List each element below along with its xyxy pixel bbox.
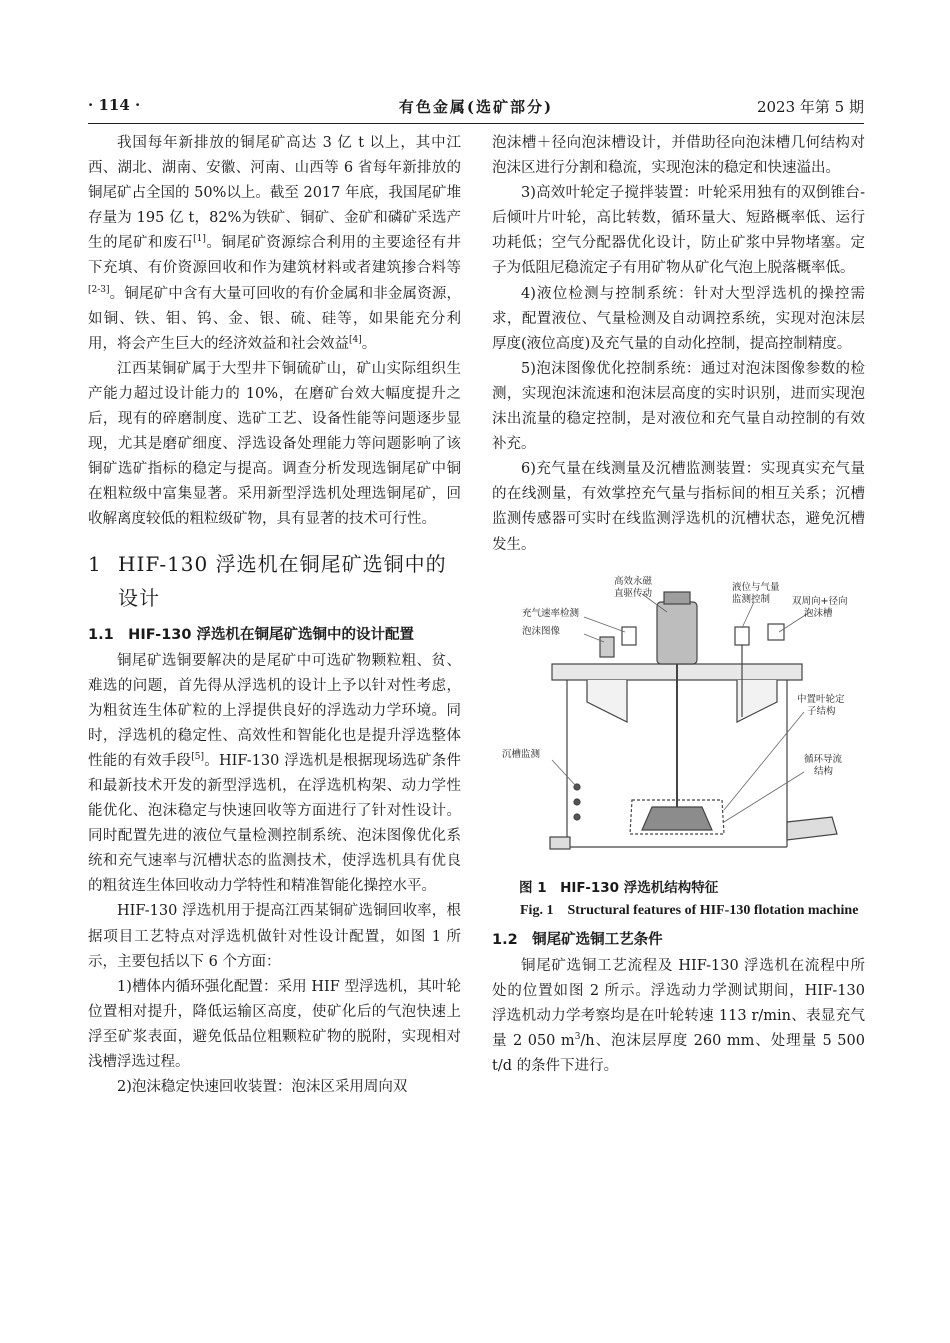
header-rule	[88, 123, 864, 124]
paragraph: 江西某铜矿属于大型井下铜硫矿山，矿山实际组织生产能力超过设计能力的 10%，在磨矿台效大幅度提升之后，现有的碎磨制度、选矿工艺、设备性能等问题逐步显现，尤其是磨矿细度、浮选设备处理能力等问题影响了该铜矿选矿指标的稳定与提高。调查分析发现选铜尾矿中铜在粗粒级中富集显著。采用新型浮选机处理选铜尾矿，回收解离度较低的粗粒级矿物，具有显著的技术可行性。	[88, 360, 461, 528]
impeller	[642, 807, 712, 830]
paragraph: 4)液位检测与控制系统：针对大型浮选机的操控需求，配置液位、气量检测及自动调控系统，实现对泡沫层厚度(液位高度)及充气量的自动化控制，提高控制精度。	[492, 285, 865, 352]
label-motor: 高效永磁	[614, 575, 653, 587]
subsection-heading-1-1: 1.1 HIF-130 浮选机在铜尾矿选铜中的设计配置	[88, 626, 415, 643]
froth-launder-right	[737, 680, 777, 722]
sink-sensor	[574, 814, 580, 820]
left-column	[88, 131, 461, 1100]
section-number: 1	[88, 551, 102, 576]
figure-1	[492, 572, 865, 872]
paragraph: 1)槽体内循环强化配置：采用 HIF 型浮选机，其叶轮位置相对提升，降低运输区高度，使矿化后的气泡快速上浮至矿浆表面，避免低品位粗颗粒矿物的脱附，实现相对浅槽浮选过程。	[88, 978, 461, 1070]
paragraph: 5)泡沫图像优化控制系统：通过对泡沫图像参数的检测，实现泡沫流速和泡沫层高度的实时识别，进而实现泡沫出流量的稳定控制，是对液位和充气量自动控制的有效补充。	[492, 360, 865, 453]
figure-caption-cn: 图 1 HIF-130 浮选机结构特征	[519, 879, 719, 896]
page-number: · 114 ·	[88, 96, 141, 114]
flotation-machine-diagram	[492, 572, 865, 872]
outlet-right	[787, 817, 837, 840]
citation[interactable]: [5]	[191, 752, 205, 763]
froth-launder-left	[587, 680, 627, 722]
label-stator: 中置叶轮定	[797, 693, 845, 705]
paragraph: 我国每年新排放的铜尾矿高达 3 亿 t 以上，其中江西、湖北、湖南、安徽、河南、山西等 6 省每年新排放的铜尾矿占全国的 50%以上。截至 2017 年底，我国尾矿堆存量为 195 亿 t，82%为铁矿、铜矿、金矿和磷矿采选产生的尾矿和废石[1]。铜尾矿资源综合利用的主要途径有井下充填、有价资源回收和作为建筑材料或者建筑掺合料等[2-3]。铜尾矿中含有大量可回收的有价金属和非金属资源，如铜、铁、钼、钨、金、银、硫、硅等，如果能充分利用，将会产生巨大的经济效益和社会效益[4]。	[88, 135, 462, 352]
label-launder2: 泡沫槽	[804, 607, 833, 619]
citation[interactable]: [4]	[349, 334, 362, 345]
level-sensor	[735, 627, 749, 645]
figure-caption-en: Fig. 1 Structural features of HIF-130 flotation machine	[520, 902, 859, 918]
paragraph: 泡沫槽＋径向泡沫槽设计，并借助径向泡沫槽几何结构对泡沫区进行分割和稳流，实现泡沫的稳定和快速溢出。	[492, 135, 865, 177]
subsection-heading-1-2: 1.2 铜尾矿选铜工艺条件	[492, 931, 663, 948]
label-circulation2: 结构	[814, 765, 834, 777]
label-level: 液位与气量	[732, 581, 780, 593]
aeration-sensor	[622, 627, 636, 645]
motor-cap	[664, 592, 690, 604]
paragraph: 6)充气量在线测量及沉槽监测装置：实现真实充气量的在线测量，有效掌控充气量与指标间的相互关系；沉槽监测传感器可实时在线监测浮选机的沉槽状态，避免沉槽发生。	[492, 461, 865, 553]
label-circulation: 循环导流	[804, 753, 843, 765]
label-froth-image: 泡沫图像	[522, 625, 561, 637]
paragraph: 铜尾矿选铜工艺流程及 HIF-130 浮选机在流程中所处的位置如图 2 所示。浮选动力学测试期间，HIF-130 浮选机动力学考察均是在叶轮转速 113 r/min、表显充气量 2 050 $m^3/h$、泡沫层厚度 260 mm、处理量 5 500 t/d 的条件下进行。	[492, 957, 865, 1074]
paragraph: 3)高效叶轮定子搅拌装置：叶轮采用独有的双倒锥台-后倾叶片叶轮，高比转数，循环量大、短路概率低、运行功耗低；空气分配器优化设计，防止矿浆中异物堵塞。定子为低阻尼稳流定子有用矿物从矿化气泡上脱落概率低。	[492, 185, 865, 277]
journal-title: 有色金属(选矿部分)	[398, 98, 554, 116]
froth-camera	[600, 637, 614, 657]
label-stator2: 子结构	[807, 705, 836, 717]
issue-label: 2023 年第 5 期	[756, 98, 864, 116]
outlet-left	[550, 837, 570, 849]
section-heading-1	[88, 547, 461, 615]
paragraph: 铜尾矿选铜要解决的是尾矿中可选矿物颗粒粗、贫、难选的问题，首先得从浮选机的设计上予以针对性考虑，为粗贫连生体矿粒的上浮提供良好的浮选动力学环境。同时，浮选机的稳定性、高效性和智能化也是提升浮选整体性能的有效手段[5]。HIF-130 浮选机是根据现场选矿条件和最新技术开发的新型浮选机，在浮选机构架、动力学性能优化、泡沫稳定与快速回收等方面进行了针对性设计。同时配置先进的液位气量检测控制系统、泡沫图像优化系统和充气速率与沉槽状态的监测技术，使浮选机具有优良的粗贫连生体回收动力学特性和精准智能化操控水平。	[88, 652, 462, 895]
section-title: HIF-130 浮选机在铜尾矿选铜中的设计	[118, 551, 447, 610]
sink-sensor	[574, 799, 580, 805]
citation[interactable]: [2-3]	[88, 284, 110, 295]
page-header	[88, 96, 864, 122]
launder-display	[768, 624, 784, 640]
label-level2: 监测控制	[732, 593, 771, 605]
paragraph: 2)泡沫稳定快速回收装置：泡沫区采用周向双	[117, 1079, 408, 1096]
right-column	[492, 131, 865, 1079]
citation[interactable]: [1]	[193, 234, 206, 245]
paragraph: HIF-130 浮选机用于提高江西某铜矿选铜回收率，根据项目工艺特点对浮选机做针对性设计配置，如图 1 所示，主要包括以下 6 个方面：	[88, 903, 461, 970]
label-motor2: 直驱传动	[614, 587, 653, 599]
label-launder: 双周向+径向	[792, 595, 848, 607]
label-sink: 沉槽监测	[502, 748, 541, 760]
label-aeration: 充气速率检测	[522, 607, 580, 619]
motor-body	[657, 602, 697, 664]
